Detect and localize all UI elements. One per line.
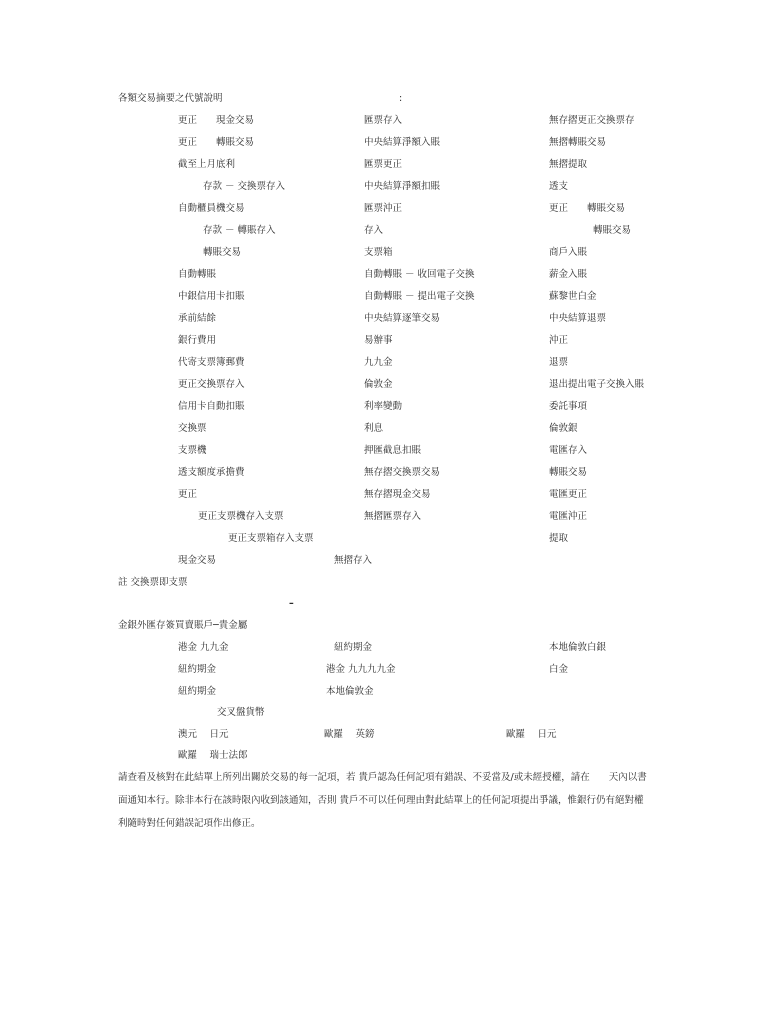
cross-cell: 歐羅 英鎊 xyxy=(324,729,375,740)
code-cell: 更正 xyxy=(178,489,198,500)
code-cell: 自動轉賬 xyxy=(178,269,217,280)
note: 註 交換票即支票 xyxy=(118,577,188,588)
code-cell: 退票 xyxy=(549,357,569,368)
dash: – xyxy=(289,598,294,609)
code-cell: 更正交換票存入 xyxy=(178,379,245,390)
metal-cell: 港金 九九九九金 xyxy=(326,664,396,675)
code-cell: 代寄支票簿郵費 xyxy=(178,357,245,368)
cross-title: 交叉盤貨幣 xyxy=(217,707,265,718)
code-cell: 電匯存入 xyxy=(549,445,588,456)
code-cell: 中央結算逐筆交易 xyxy=(364,313,441,324)
code-cell: 沖正 xyxy=(549,335,569,346)
code-cell: 無摺存入 xyxy=(334,555,373,566)
code-cell: 更正支票箱存入支票 xyxy=(228,533,314,544)
code-cell: 利率變動 xyxy=(364,401,403,412)
code-cell: 自動轉賬 － 收回電子交換 xyxy=(364,269,475,280)
code-cell: 更正 現金交易 xyxy=(178,115,255,126)
code-cell: 轉賬交易 xyxy=(549,467,588,478)
code-cell: 無摺提取 xyxy=(549,159,588,170)
code-cell: 存款 － 交換票存入 xyxy=(203,181,286,192)
code-cell: 交換票 xyxy=(178,423,207,434)
code-cell: 自動櫃員機交易 xyxy=(178,203,245,214)
cross-cell: 澳元 日元 xyxy=(178,729,229,740)
metal-cell: 紐約期金 xyxy=(178,664,217,675)
code-cell: 利息 xyxy=(364,423,384,434)
code-cell: 支票機 xyxy=(178,445,207,456)
cross-cell: 歐羅 瑞士法郎 xyxy=(178,750,248,761)
code-cell: 無存摺現金交易 xyxy=(364,489,431,500)
code-cell: 更正 轉賬交易 xyxy=(549,203,626,214)
code-cell: 電匯沖正 xyxy=(549,511,588,522)
cross-cell: 歐羅 日元 xyxy=(506,729,557,740)
code-cell: 提取 xyxy=(549,533,569,544)
code-cell: 匯票沖正 xyxy=(364,203,403,214)
metal-cell: 本地倫敦白銀 xyxy=(549,642,607,653)
code-cell: 無存摺交換票交易 xyxy=(364,467,441,478)
code-cell: 匯票更正 xyxy=(364,159,403,170)
code-cell: 更正支票機存入支票 xyxy=(198,511,284,522)
code-cell: 薪金入賬 xyxy=(549,269,588,280)
code-cell: 存款 － 轉賬存入 xyxy=(203,225,276,236)
code-cell: 現金交易 xyxy=(178,555,217,566)
code-cell: 中銀信用卡扣賬 xyxy=(178,291,245,302)
code-cell: 透支 xyxy=(549,181,569,192)
code-cell: 無存摺更正交換票存 xyxy=(549,115,635,126)
code-cell: 電匯更正 xyxy=(549,489,588,500)
code-cell: 無摺匯票存入 xyxy=(364,511,422,522)
code-cell: 中央結算退票 xyxy=(549,313,607,324)
code-cell: 倫敦金 xyxy=(364,379,393,390)
code-cell: 轉賬交易 xyxy=(203,247,242,258)
code-cell: 蘇黎世白金 xyxy=(549,291,597,302)
code-cell: 中央結算淨額入賬 xyxy=(364,137,441,148)
code-cell: 退出提出電子交換入賬 xyxy=(549,379,645,390)
code-cell: 更正 轉賬交易 xyxy=(178,137,255,148)
metal-cell: 本地倫敦金 xyxy=(326,686,374,697)
metal-cell: 港金 九九金 xyxy=(178,642,229,653)
code-cell: 委託事項 xyxy=(549,401,588,412)
code-cell: 倫敦銀 xyxy=(549,423,578,434)
code-cell: 無摺轉賬交易 xyxy=(549,137,607,148)
code-cell: 匯票存入 xyxy=(364,115,403,126)
code-cell: 存入 xyxy=(364,225,384,236)
metal-cell: 白金 xyxy=(549,664,569,675)
code-cell: 承前結餘 xyxy=(178,313,217,324)
metals-title: 金銀外匯存簽買賣賬戶─貴金屬 xyxy=(118,620,248,631)
legend-title: 各類交易摘要之代號說明 xyxy=(118,93,223,104)
code-cell: 九九金 xyxy=(364,357,393,368)
code-cell: 截至上月底利 xyxy=(178,159,236,170)
footer-notice: 請查看及核對在此結單上所列出關於交易的每一記項，若 貴戶認為任何記項有錯誤、不妥當及/或未經授權，請在 天內以書面通知本行。除非本行在該時限內收到該通知，否則 貴戶不可以任何理由對此結單上的任何記項提出爭議，惟銀行仍有絕對權利隨時對任何錯誤記項作出修正。 xyxy=(118,772,647,829)
metal-cell: 紐約期金 xyxy=(334,642,373,653)
code-cell: 信用卡自動扣賬 xyxy=(178,401,245,412)
code-cell: 支票箱 xyxy=(364,247,393,258)
code-cell: 中央結算淨額扣賬 xyxy=(364,181,441,192)
code-cell: 透支額度承擔費 xyxy=(178,467,245,478)
code-cell: 自動轉賬 － 提出電子交換 xyxy=(364,291,475,302)
metal-cell: 紐約期金 xyxy=(178,686,217,697)
legend-colon: : xyxy=(399,93,403,104)
code-cell: 轉賬交易 xyxy=(593,225,632,236)
code-cell: 易辦事 xyxy=(364,335,393,346)
code-cell: 商戶入賬 xyxy=(549,247,588,258)
code-cell: 銀行費用 xyxy=(178,335,217,346)
code-cell: 押匯截息扣賬 xyxy=(364,445,422,456)
